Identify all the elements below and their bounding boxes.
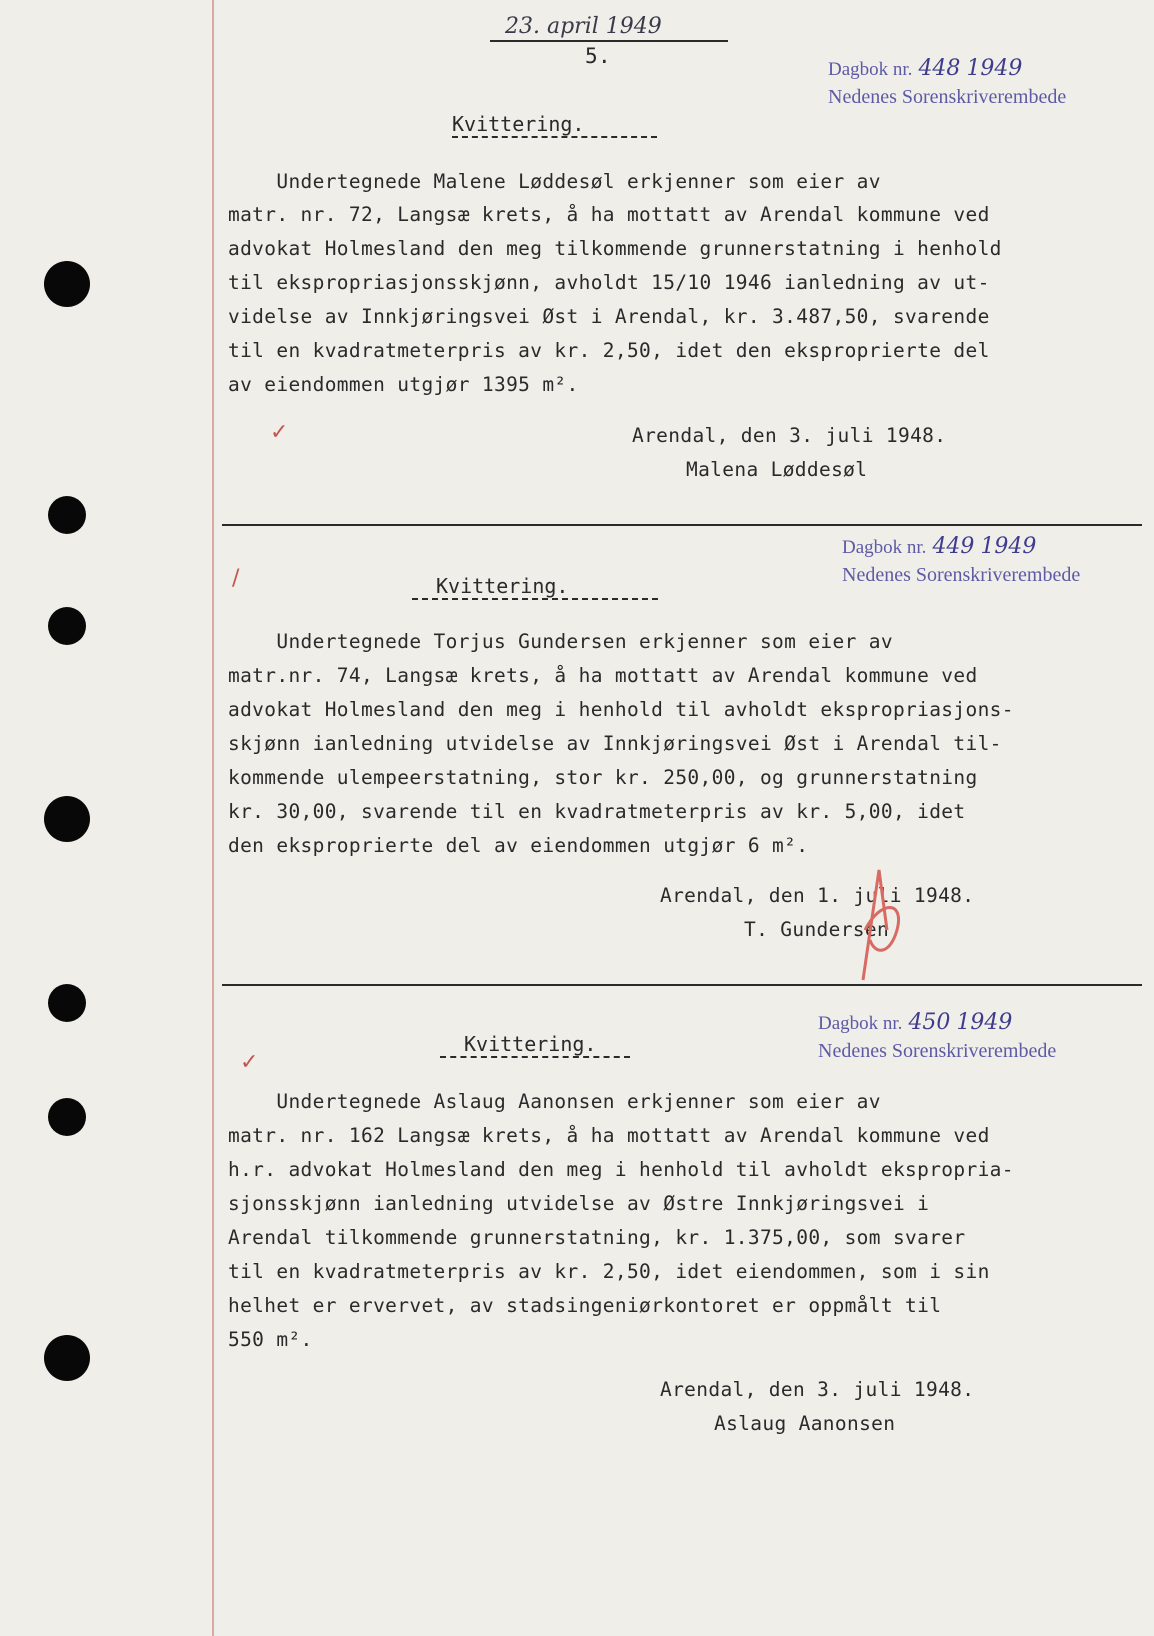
- punch-hole: [48, 1098, 86, 1136]
- stamp-year: 1949: [980, 534, 1037, 559]
- punch-hole: [44, 796, 90, 842]
- receipt-line: matr. nr. 72, Langsæ krets, å ha mottatt av Arendal kommune ved: [228, 203, 990, 226]
- place-date: Arendal, den 3. juli 1948.: [660, 1378, 975, 1401]
- stamp-label: Dagbok nr.: [842, 537, 927, 558]
- stamp-year: 1949: [966, 56, 1023, 81]
- stamp-number: 450: [908, 1010, 951, 1035]
- section-divider: [222, 984, 1142, 986]
- receipt-line: Undertegnede Aslaug Aanonsen erkjenner som eier av: [228, 1090, 881, 1113]
- signature: Aslaug Aanonsen: [714, 1412, 896, 1435]
- receipt-line: advokat Holmesland den meg i henhold til avholdt ekspropriasjons-: [228, 698, 1014, 721]
- receipt-line: Undertegnede Malene Løddesøl erkjenner som eier av: [228, 170, 881, 193]
- receipt-line: advokat Holmesland den meg tilkommende grunnerstatning i henhold: [228, 237, 1002, 260]
- date-underline: [490, 40, 728, 42]
- stamp-label: Dagbok nr.: [818, 1013, 903, 1034]
- stamp-office: Nedenes Sorenskriverembede: [842, 564, 1081, 586]
- receipt-heading: Kvittering.: [452, 112, 585, 136]
- registry-stamp: [818, 1012, 1056, 1061]
- receipt-line: av eiendommen utgjør 1395 m².: [228, 373, 579, 396]
- receipt-heading: Kvittering.: [464, 1032, 597, 1056]
- stamp-number: 448: [918, 56, 961, 81]
- receipt-line: den eksproprierte del av eiendommen utgjør 6 m².: [228, 834, 809, 857]
- punch-hole: [48, 984, 86, 1022]
- receipt-line: skjønn ianledning utvidelse av Innkjøringsvei Øst i Arendal til-: [228, 732, 1002, 755]
- section-divider: [222, 524, 1142, 526]
- punch-hole: [44, 1335, 90, 1381]
- receipt-line: helhet er ervervet, av stadsingeniørkontoret er oppmålt til: [228, 1294, 942, 1317]
- heading-underline: [440, 1056, 630, 1058]
- receipt-line: kr. 30,00, svarende til en kvadratmeterpris av kr. 5,00, idet: [228, 800, 966, 823]
- heading-underline: [412, 598, 658, 600]
- stamp-label: Dagbok nr.: [828, 59, 913, 80]
- receipt-line: til en kvadratmeterpris av kr. 2,50, idet eiendommen, som i sin: [228, 1260, 990, 1283]
- registry-stamp: [828, 58, 1066, 107]
- receipt-line: til ekspropriasjonsskjønn, avholdt 15/10 1946 ianledning av ut-: [228, 271, 990, 294]
- check-mark: ✓: [270, 420, 289, 445]
- place-date: Arendal, den 3. juli 1948.: [632, 424, 947, 447]
- stamp-office: Nedenes Sorenskriverembede: [818, 1040, 1057, 1062]
- receipt-line: videlse av Innkjøringsvei Øst i Arendal, kr. 3.487,50, svarende: [228, 305, 990, 328]
- check-mark: /: [232, 566, 240, 591]
- place-date: Arendal, den 1. juli 1948.: [660, 884, 975, 907]
- heading-underline: [452, 136, 657, 138]
- receipt-heading: Kvittering.: [436, 574, 569, 598]
- punch-hole: [44, 261, 90, 307]
- receipt-line: matr. nr. 162 Langsæ krets, å ha mottatt av Arendal kommune ved: [228, 1124, 990, 1147]
- signature: T. Gundersen: [744, 918, 890, 941]
- stamp-year: 1949: [956, 1010, 1013, 1035]
- receipt-line: h.r. advokat Holmesland den meg i henhold til avholdt ekspropria-: [228, 1158, 1014, 1181]
- receipt-line: matr.nr. 74, Langsæ krets, å ha mottatt av Arendal kommune ved: [228, 664, 978, 687]
- check-mark: ✓: [240, 1050, 259, 1075]
- receipt-line: sjonsskjønn ianledning utvidelse av Østre Innkjøringsvei i: [228, 1192, 930, 1215]
- page-number: 5.: [585, 44, 611, 68]
- receipt-line: 550 m².: [228, 1328, 313, 1351]
- receipt-line: Undertegnede Torjus Gundersen erkjenner som eier av: [228, 630, 893, 653]
- stamp-number: 449: [932, 534, 975, 559]
- receipt-line: til en kvadratmeterpris av kr. 2,50, idet den eksproprierte del: [228, 339, 990, 362]
- handwritten-date: 23. april 1949: [505, 14, 662, 39]
- stamp-office: Nedenes Sorenskriverembede: [828, 86, 1067, 108]
- punch-hole: [48, 607, 86, 645]
- punch-hole: [48, 496, 86, 534]
- margin-line: [212, 0, 214, 1636]
- signature: Malena Løddesøl: [686, 458, 868, 481]
- receipt-line: kommende ulempeerstatning, stor kr. 250,00, og grunnerstatning: [228, 766, 978, 789]
- registry-stamp: [842, 536, 1080, 585]
- receipt-line: Arendal tilkommende grunnerstatning, kr. 1.375,00, som svarer: [228, 1226, 966, 1249]
- red-pencil-mark: [835, 860, 915, 990]
